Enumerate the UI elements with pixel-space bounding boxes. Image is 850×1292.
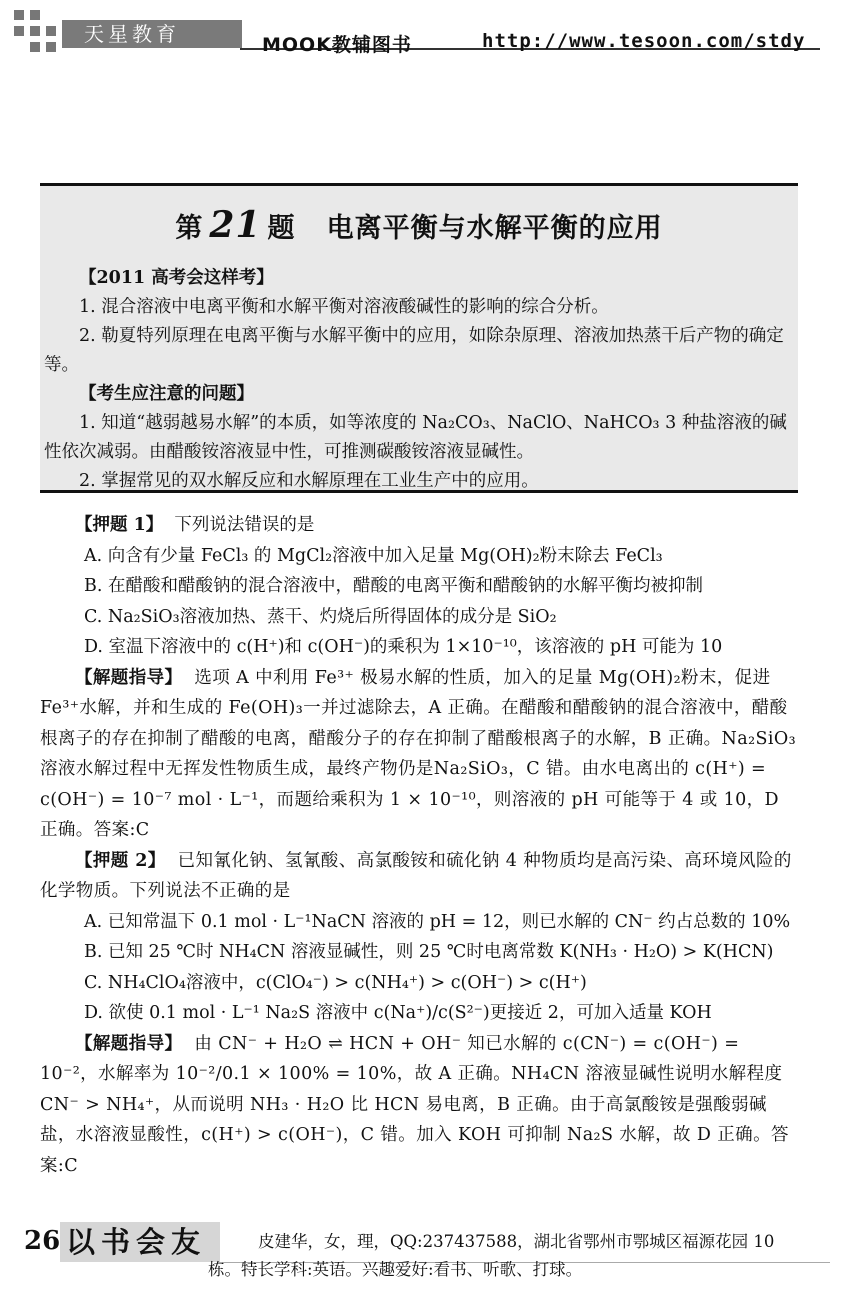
summary-box (40, 183, 798, 493)
title-topic: 电离平衡与水解平衡的应用 (326, 213, 663, 244)
question-1-option: D. 室温下溶液中的 c(H⁺)和 c(OH⁻)的乘积为 1×10⁻¹⁰，该溶液的 pH 可能为 10 (84, 637, 723, 657)
footer-slogan: 以书会友 (60, 1222, 220, 1262)
series-name: MOOK教辅图书 (262, 34, 412, 56)
notes-item: 1. 知道“越弱越易水解”的本质，如等浓度的 Na₂CO₃、NaClO、NaHCO₃ 3 种盐溶液的碱性依次减弱。由醋酸铵溶液显中性，可推测碳酸铵溶液显碱性。 (44, 413, 787, 462)
title-prefix: 第 (175, 213, 204, 244)
author-info-line1: 皮建华，女，理，QQ:237437588，湖北省鄂州市鄂城区福源花园 10 (258, 1232, 775, 1251)
question-1-option: B. 在醋酸和醋酸钠的混合溶液中，醋酸的电离平衡和醋酸钠的水解平衡均被抑制 (84, 576, 703, 596)
header-url: http://www.tesoon.com/stdy (482, 30, 806, 52)
question-1-guide-text: 选项 A 中利用 Fe³⁺ 极易水解的性质，加入的足量 Mg(OH)₂粉末，促进 Fe³⁺水解，并和生成的 Fe(OH)₃一并过滤除去，A 正确。在醋酸和醋酸钠的混合溶液中，醋酸根离子的存在抑制了醋酸的电离，醋酸分子的存在抑制了醋酸根离子的水解，B 正确。Na₂SiO₃溶液水解过程中无挥发性物质生成，最终产物仍是Na₂SiO₃，C 错。由水电离出的 c(H⁺) = c(OH⁻) = 10⁻⁷ mol · L⁻¹，而题给乘积为 1 × 10⁻¹⁰，则溶液的 pH 可能等于 4 或 10，D 正确。答案:C (40, 667, 797, 840)
exam-heading: 【2011 高考会这样考】 (79, 268, 274, 288)
page-title (40, 204, 798, 246)
question-1-guide-label: 【解题指导】 (75, 667, 183, 688)
question-2-stem (40, 846, 800, 907)
summary-text (44, 264, 796, 496)
question-2-option: D. 欲使 0.1 mol · L⁻¹ Na₂S 溶液中 c(Na⁺)/c(S²⁻)更接近 2，可加入适量 KOH (84, 1003, 712, 1023)
question-1-stem (40, 510, 800, 541)
question-2-solution (40, 1029, 800, 1182)
questions-section (40, 510, 800, 1181)
question-2-text: 已知氰化钠、氢氰酸、高氯酸铵和硫化钠 4 种物质均是高污染、高环境风险的化学物质。下列说法不正确的是 (40, 850, 792, 901)
author-info-line2: 栋。特长学科:英语。兴趣爱好:看书、听歌、打球。 (208, 1260, 583, 1279)
title-number: 21 (209, 204, 262, 246)
question-2-option: A. 已知常温下 0.1 mol · L⁻¹NaCN 溶液的 pH = 12，则已水解的 CN⁻ 约占总数的 10% (84, 911, 791, 932)
question-1-label: 【押题 1】 (75, 515, 164, 535)
question-2-guide-label: 【解题指导】 (75, 1033, 183, 1054)
notes-heading: 【考生应注意的问题】 (79, 384, 254, 404)
exam-item: 2. 勒夏特列原理在电离平衡与水解平衡中的应用，如除杂原理、溶液加热蒸干后产物的确定等。 (44, 326, 784, 375)
page-footer (0, 1218, 850, 1292)
question-1-text: 下列说法错误的是 (174, 515, 315, 535)
question-1-option: C. Na₂SiO₃溶液加热、蒸干、灼烧后所得固体的成分是 SiO₂ (84, 606, 557, 627)
question-2-option: C. NH₄ClO₄溶液中，c(ClO₄⁻) > c(NH₄⁺) > c(OH⁻) > c(H⁺) (84, 972, 587, 993)
notes-item: 2. 掌握常见的双水解反应和水解原理在工业生产中的应用。 (79, 471, 539, 491)
title-suffix: 题 (267, 213, 296, 244)
brand-logo: 天星教育 (62, 20, 242, 48)
logo-pattern-icon (14, 10, 60, 56)
page-header (0, 0, 850, 62)
question-2-label: 【押题 2】 (75, 850, 166, 871)
question-2-option: B. 已知 25 ℃时 NH₄CN 溶液显碱性，则 25 ℃时电离常数 K(NH₃ · H₂O) > K(HCN) (84, 942, 774, 962)
exam-item: 1. 混合溶液中电离平衡和水解平衡对溶液酸碱性的影响的综合分析。 (79, 297, 609, 317)
question-1-option: A. 向含有少量 FeCl₃ 的 MgCl₂溶液中加入足量 Mg(OH)₂粉末除去 FeCl₃ (84, 545, 663, 566)
page-number: 26 (24, 1226, 61, 1256)
question-1-solution (40, 663, 800, 846)
question-2-guide-text: 由 CN⁻ + H₂O ⇌ HCN + OH⁻ 知已水解的 c(CN⁻) = c(OH⁻) = 10⁻²，水解率为 10⁻²/0.1 × 100% = 10%，故 A 正确。NH₄CN 溶液显碱性说明水解程度 CN⁻ > NH₄⁺，从而说明 NH₃ · H₂O 比 HCN 易电离，B 正确。由于高氯酸铵是强酸弱碱盐，水溶液显酸性，c(H⁺) > c(OH⁻)，C 错。加入 KOH 可抑制 Na₂S 水解，故 D 正确。答案:C (40, 1033, 789, 1176)
